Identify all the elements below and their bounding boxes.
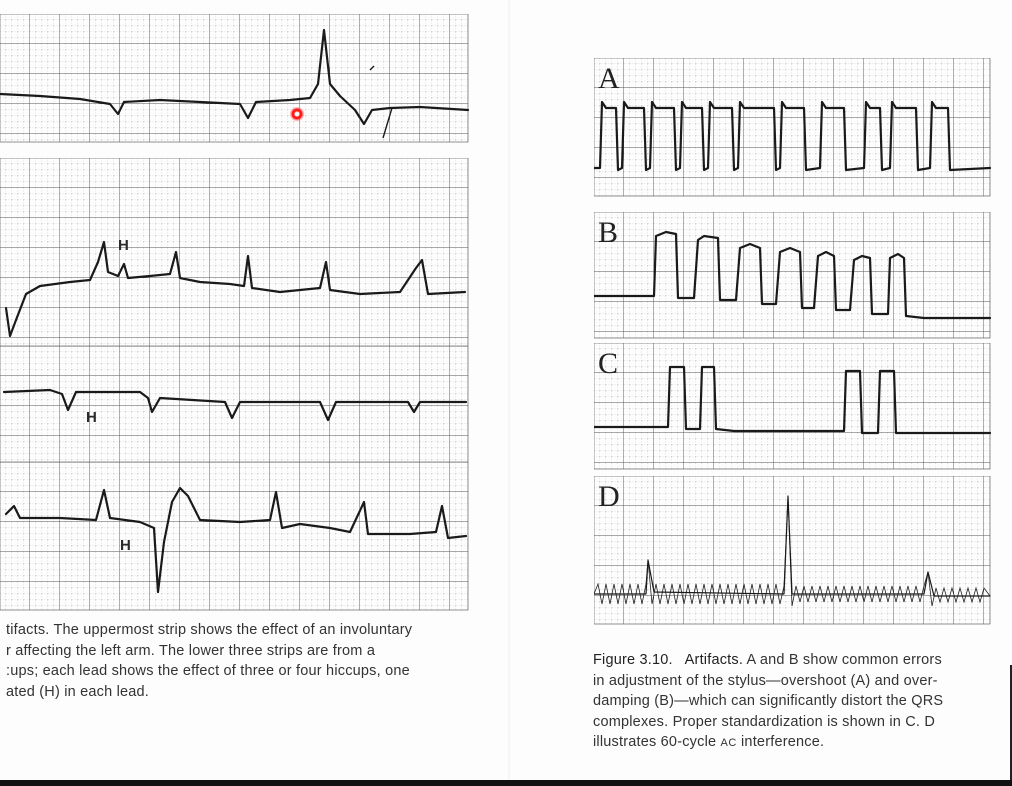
figure-number: Figure 3.10. bbox=[593, 652, 673, 668]
caption-line: ated (H) in each lead. bbox=[6, 683, 150, 700]
strip-letter-b: B bbox=[598, 216, 619, 249]
caption-line: r affecting the left arm. The lower three strips are from a bbox=[6, 642, 376, 659]
ecg-strip-C bbox=[594, 343, 992, 471]
strip-letter-d: D bbox=[598, 480, 620, 513]
caption-line: :ups; each lead shows the effect of three or four hiccups, one bbox=[6, 663, 410, 679]
cursor-marker bbox=[290, 107, 304, 121]
ecg-strip-B bbox=[594, 212, 992, 340]
caption-text: interference. bbox=[741, 734, 825, 750]
strip-letter-c: C bbox=[598, 347, 619, 380]
caption-line: in adjustment of the stylus—overshoot (A) and over- bbox=[593, 672, 938, 689]
strip-letter-a: A bbox=[598, 62, 620, 95]
bottom-bar bbox=[0, 780, 1012, 786]
ecg-strip-1 bbox=[0, 14, 470, 144]
caption-abbrev: AC bbox=[720, 737, 737, 749]
ecg-strip-2 bbox=[0, 158, 470, 348]
caption-text: illustrates 60-cycle bbox=[593, 734, 717, 750]
caption-line: damping (B)—which can significantly distort the QRS bbox=[593, 693, 944, 709]
ecg-strip-A bbox=[594, 58, 992, 198]
left-figure-caption bbox=[6, 620, 466, 702]
figure-title: Artifacts. bbox=[684, 652, 744, 668]
right-page bbox=[512, 0, 1012, 780]
ecg-strip-D bbox=[594, 476, 992, 626]
hiccup-label: H bbox=[86, 409, 97, 426]
ecg-strip-3 bbox=[0, 346, 470, 464]
right-figure-caption bbox=[593, 650, 1003, 754]
caption-line: complexes. Proper standardization is shown in C. D bbox=[593, 713, 936, 730]
ecg-strip-4 bbox=[0, 462, 470, 612]
caption-text: A and B show common errors bbox=[746, 652, 942, 668]
caption-line: tifacts. The uppermost strip shows the effect of an involuntary bbox=[6, 622, 413, 638]
hiccup-label: H bbox=[120, 537, 131, 554]
hiccup-label: H bbox=[118, 237, 129, 254]
